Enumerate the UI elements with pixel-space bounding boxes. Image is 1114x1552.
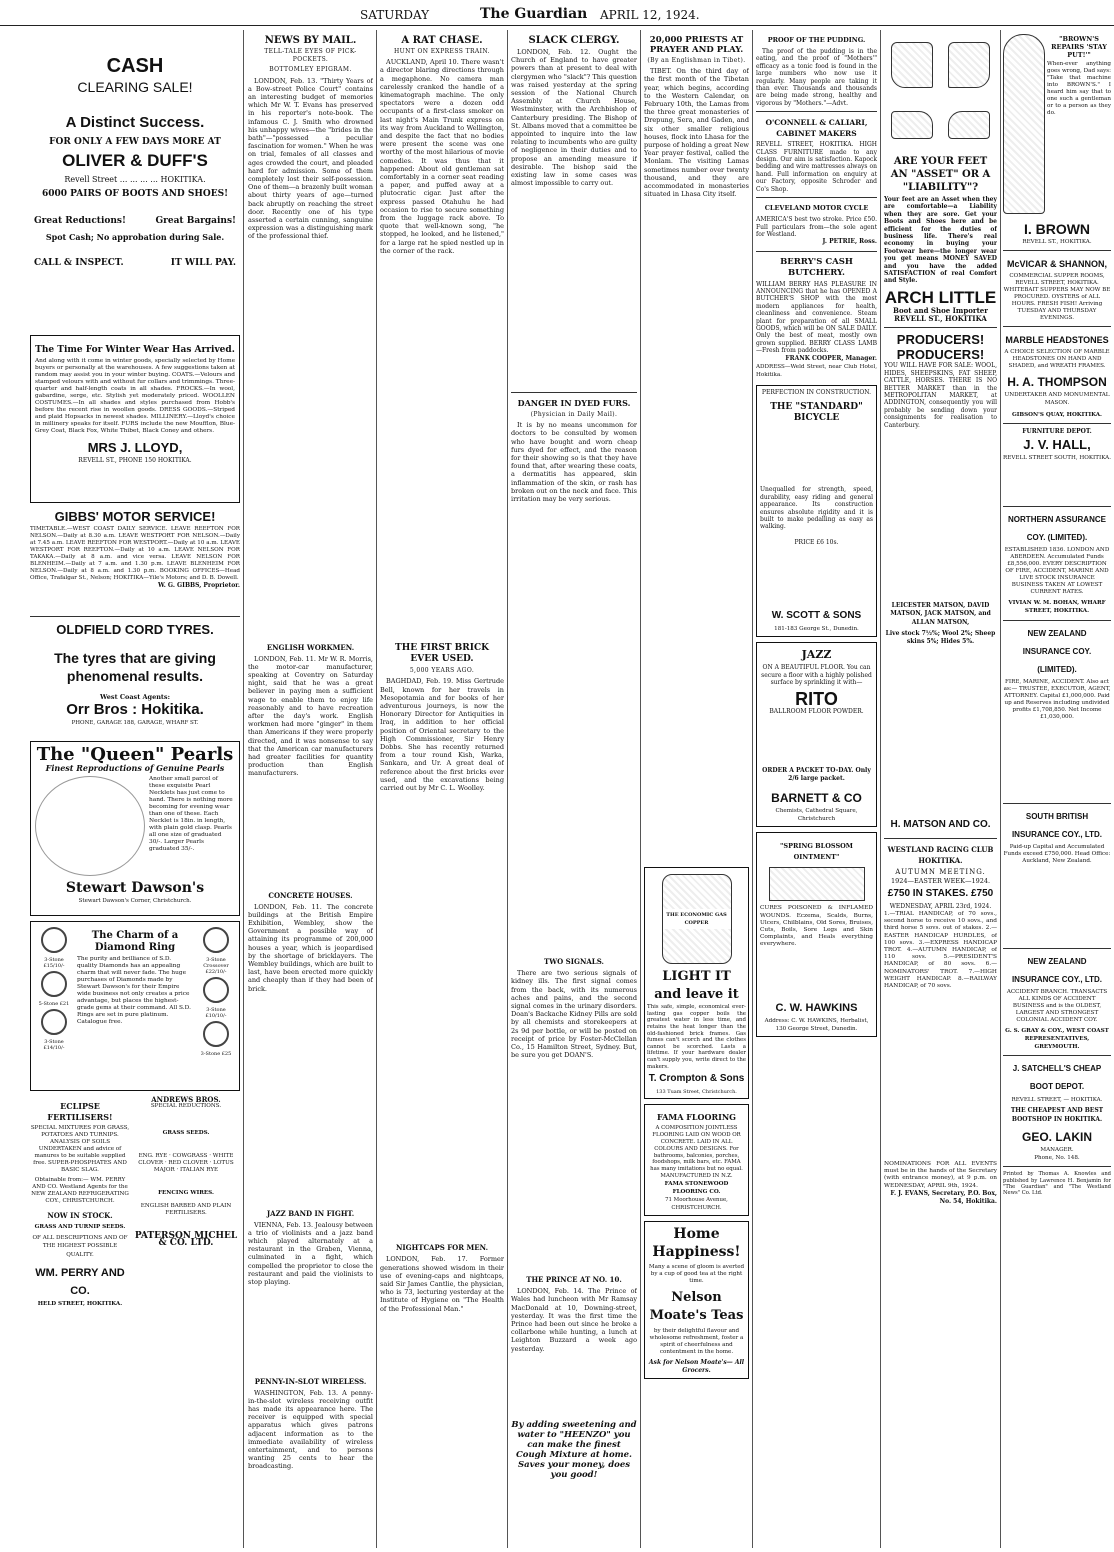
success: A Distinct Success. [65,114,205,131]
arch-address: REVELL ST., HOKITIKA [894,314,987,324]
lakin-phone: Phone, No. 148. [1034,1155,1080,1162]
grass-seeds: GRASS AND TURNIP SEEDS. [34,1224,126,1230]
signals-body: There are two serious signals of kidney ills. The first signal comes from the back, with its numerous aches and pains, and the second signal comes in the urinary disorders. Doan's Backache Kidney Pills are sold by all chemists and storekeepers at 2s 9d per bottle, or will be posted on receipt of price by Foster-McClellan Co., 15 Hamilton Street, Sydney. But, be sure you get DOAN'S. [511,969,637,1060]
standard-title: THE "STANDARD" BICYCLE [770,402,863,424]
spot-cash: Spot Cash; No approbation during Sale. [45,231,225,242]
barnett: BARNETT & CO [771,791,862,806]
races-body: 1.—TRIAL HANDICAP, of 70 sovs., second horse to receive 10 sovs., and third horse 5 sovs. out of stakes. 2.—EASTER HANDICAP HURDLES, of 100 sovs. 3.—EXPRESS HANDICAP TROT. 4.—AUTUMN HANDICAP, of 110 sovs. 5.—PRESIDENT'S HANDICAP, of 80 sovs. 6.—NOMINATORS' TROT. 7.—HIGH WEIGHT HANDICAP. 8.—RAILWAY HANDICAP, of 70 sovs. [884,910,997,989]
lloyd-address: REVELL ST., PHONE 150 HOKITIKA. [78,457,192,464]
column-news-mail [248,30,373,1550]
rito-title: RITO [795,689,838,710]
concrete-title: CONCRETE HOUSES. [268,890,353,900]
cleveland-sig: J. PETRIE, Ross. [822,238,877,246]
mcvicar-body: COMMERCIAL SUPPER ROOMS, REVELL STREET, HOKITIKA. WHITEBAIT SUPPERS MAY NOW BE PROCURED. OYSTERS of ALL HOURS. FRESH FISH! Arriving TUESDAY AND THURSDAY EVENINGS. [1003,273,1111,322]
column-priests-ads [644,30,749,1550]
jazz-ad-title: JAZZ [801,648,832,662]
ring-price-4: 3-Stone Crossover £22/10/- [203,957,229,975]
matson-list: LEICESTER MATSON, DAVID MATSON, JACK MATSON, and ALLAN MATSON, [890,602,991,626]
racing-title: WESTLAND RACING CLUB HOKITIKA. [887,845,994,866]
bohan: VIVIAN W. M. BOHAN, WHARF STREET, HOKITIKA. [1008,600,1106,615]
ring-price-5: 3-Stone £10/10/- [205,1007,227,1019]
standard-bicycle-ad [756,385,877,637]
workmen-title: ENGLISH WORKMEN. [266,642,355,652]
brick-sub: 5,000 YEARS AGO. [409,667,475,675]
hawkins-address: Address: C. W. HAWKINS, Herbalist, 130 George Street, Dunedin. [764,1017,869,1032]
rito-ad [756,642,877,827]
hall: J. V. HALL, [1023,437,1091,453]
queen-sub: Finest Reproductions of Genuine Pearls [45,763,225,773]
home-body: Many a scene of gloom is averted by a cup of good tea at the right time. [648,1263,745,1284]
berry-title: BERRY'S CASH BUTCHERY. [780,256,853,278]
eclipse-title: ECLIPSE FERTILISERS! [47,1101,113,1122]
heenzo-ad: By adding sweetening and water to "HEENZO" you can make the finest Cough Mixture at home. Saves your money, does you good! [511,1420,637,1481]
satchell-address: REVELL STREET, — HOKITIKA. [1011,1097,1103,1104]
berry-body: WILLIAM BERRY HAS PLEASURE IN ANNOUNCING that he has OPENED A BUTCHER'S SHOP with the most modern appliances for health, cleanliness and convenience. Steam plant for preparation of all SMALL GOODS, which will be ON SALE DAILY. Only the best of meat, mostly own grown supplied. BERRY CLASS LAMB—Fresh from paddocks. [756,280,877,355]
queen-title: The "Queen" Pearls [36,744,234,765]
lloyd-name: MRS J. LLOYD, [87,440,183,455]
rat-body: AUCKLAND, April 10. There wasn't a director blaring directions through a megaphone. No camera man carelessly cranked the handle of a kinematograph machine. The only spectators were a dozen odd occupants of a first-class smoker on last night's Main Trunk express on its way from Auckland to Wellington, and despite the fact that no bodies were present the scene was one worthy of the most hilarious of movie comedies. It was thus that it happened: About old gentleman sat comfortably in a corner seat reading a paper, and puffed away at a plutocratic cigar. Just after the express passed Otahuhu he had occasion to rise to secure something from the luggage rack above. To quote that well-known song, "he stopped, he looked, and he listened," for a large rat he spied nestled up in the corner of the rack. [380,58,504,255]
masthead-date: APRIL 12, 1924. [600,8,700,22]
all-descriptions: OF ALL DESCRIPTIONS AND OF THE HIGHEST POSSIBLE QUALITY. [32,1235,128,1258]
arch-title: ARE YOUR FEET AN "ASSET" OR A "LIABILITY"? [890,156,991,193]
gibbs-ad [30,508,240,612]
in-stock: NOW IN STOCK. [47,1211,113,1220]
queen-body: Another small parcel of these exquisite Pearl Necklets has just come to hand. There is nothing more becoming for evening wear than one of these. Each Necklet is 18in. in length, with plain gold clasp. Pearls all one size of graduated 30/-. Larger Pearls graduated 35/-. [149,776,233,853]
fama-ad [644,1104,749,1215]
figure-illustration [1003,34,1045,214]
fama-title: FAMA FLOORING [656,1112,737,1123]
agents: West Coast Agents: [100,693,170,701]
lakin-sub: MANAGER. [1040,1146,1074,1153]
ring-price-2: 5-Stone £21 [38,1001,70,1007]
cheapest: THE CHEAPEST AND BEST BOOTSHOP IN HOKITIKA. [1010,1107,1104,1123]
ointment-banner-image [769,867,865,901]
satchell: J. SATCHELL'S CHEAP BOOT DEPOT. [1012,1064,1102,1092]
sbi-body: Paid-up Capital and Accumulated Funds exceed £750,000. Head Office: Auckland, New Zealand. [1003,843,1111,864]
gray: G. S. GRAY & COY., WEST COAST REPRESENTATIVES, GREYMOUTH. [1005,1027,1109,1051]
diamond-title: The Charm of a Diamond Ring [91,930,179,953]
queen-pearls-ad [30,741,240,916]
nominations: NOMINATIONS FOR ALL EVENTS must be in the hands of the Secretary (with entrance money), at 9 p.m. on WEDNESDAY, APRIL 9th, 1924. [884,1160,997,1189]
gibson-quay: GIBSON'S QUAY, HOKITIKA. [1012,411,1102,418]
ointment-body: CURES POISONED & INFLAMED WOUNDS. Eczema, Scalds, Burns, Ulcers, Chilblains, Old Sores, Bruises, Cuts, Boils, Sore Legs and Skin Complaints, and Heals everything everywhere. [760,905,873,948]
andrews-ad: ANDREWS BROS. SPECIAL REDUCTIONS. GRASS SEEDS. ENG. RYE · COWGRASS · WHITE CLOVER · RED CLOVER · LOTUS MAJOR · ITALIAN RYE FENCING WIRES. ENGLISH BARBED AND PLAIN FERTILISERS. PATERSON MICHEL & CO. LTD. [134,1095,238,1248]
column-small-ads [756,30,877,1550]
rito-order: ORDER A PACKET TO-DAY. Only 2/6 large packet. [762,766,871,782]
fama-address: 71 Moorhouse Avenue, CHRISTCHURCH. [665,1197,728,1212]
ointment-title: "SPRING BLOSSOM OINTMENT" [780,842,853,862]
furniture: FURNITURE DEPOT. [1022,427,1092,435]
masthead [0,4,1114,26]
pairs: 6000 PAIRS OF BOOTS AND SHOES! [41,189,229,200]
rat-sub: HUNT ON EXPRESS TRAIN. [394,48,490,55]
diamond-body: The purity and brilliance of S.D. quality Diamonds has an appealing charm that will never fade. The huge purchases of Diamonds made by Stewart Dawson's for their Empire wide business not only creates a price advantage, but places the highest-grade gems at their command. All S.D. Rings are set in pure platinum. Catalogue free. [77,956,191,1025]
clergy-body: LONDON, Feb. 12. Ought the Church of England to have greater powers than at present to deal with clergymen who "slack"? This question was raised yesterday at the spring session of the National Church Assembly at Church House, Westminster, with the Archbishop of Canterbury presiding. The Bishop of St. Albans moved that a committee be appointed to inquire into the law relating to incumbents who are guilty of negligence in their duties and to propose an amending measure if desirable. The bishop said the existing law in some cases was almost impossible to carry out. [511,48,637,188]
thompson: H. A. THOMPSON [1007,375,1107,390]
oconnell-body: REVELL STREET, HOKITIKA. HIGH CLASS FURNITURE made to any design. Our aim is satisfaction. Kapock bedding and wire mattresses always on hand. Full information on enquiry at our Factory, opposite Schroder and Co's Shop. [756,141,877,193]
barnett-address: Chemists, Cathedral Square, Christchurch [775,808,858,823]
furs-sub: (Physician in Daily Mail). [530,411,618,418]
printer-imprint: Printed by Thomas A. Knowles and published by Lawrence H. Benjamin for "The Guardian" and "The Westland News" Co. Ltd. [1003,1171,1111,1197]
light-title: LIGHT IT and leave it [654,969,739,1003]
economic-label: THE ECONOMIC GAS COPPER [663,909,731,929]
nzic: NEW ZEALAND INSURANCE COY., LTD. [1011,956,1103,984]
nzic-body: ACCIDENT BRANCH. TRANSACTS ALL KINDS OF ACCIDENT BUSINESS and is the OLDEST, LARGEST AND STRONGEST COLONIAL ACCIDENT COY. [1006,988,1108,1023]
northern-body: ESTABLISHED 1836. LONDON AND ABERDEEN. Accumulated Funds £8,556,000. EVERY DESCRIPTION OF FIRE, ACCIDENT, MARINE AND LIVE STOCK INSURANCE BUSINESS TAKEN AT LOWEST CURRENT RATES. [1004,547,1110,596]
jazz-ad-body: ON A BEAUTIFUL FLOOR. You can secure a floor with a highly polished surface by sprinkling it with— [761,664,872,687]
masthead-day: SATURDAY [360,8,430,22]
call-inspect: CALL & INSPECT. [34,258,124,269]
jazz-body: VIENNA, Feb. 13. Jealousy between a trio of violinists and a jazz band which played alternately at a restaurant in the Graben, Vienna, culminated in a fight, which compelled the proprietor to close the restaurant and paid the violinists to stop playing. [248,1220,373,1287]
lakin: GEO. LAKIN [1021,1129,1092,1144]
scott-sons: W. SCOTT & SONS [771,610,862,622]
nelson-ask: Ask for Nelson Moate's— All Grocers. [648,1358,745,1374]
will-pay: IT WILL PAY. [170,258,236,269]
boots-illustration [884,30,997,150]
scott-address: 181-183 George St., Dunedin. [774,626,859,633]
ring-price-3: 3-Stone £14/10/- [43,1039,65,1051]
diamond-ring-ad [30,921,240,1091]
nelson-title: Nelson Moate's Teas [649,1289,744,1323]
epigram: BOTTOMLEY EPIGRAM. [269,66,352,74]
thompson-sub: UNDERTAKER AND MONUMENTAL MASON. [1004,392,1110,407]
brown-name: I. BROWN [1023,221,1091,237]
berry-address: ADDRESS—Weld Street, near Club Hotel, Hokitika. [756,363,877,378]
column-rat-chase [380,30,504,1550]
stakes: £750 IN STAKES. £750 [887,887,994,899]
reductions: Great Reductions! [34,215,126,226]
tell-tale: TELL-TALE EYES OF PICK-POCKETS. [264,48,357,64]
matson-title: H. MATSON AND CO. [890,819,991,831]
orr-bros: Orr Bros : Hokitika. [66,701,204,719]
orr-address: PHONE, GARAGE 188, GARAGE, WHARF ST. [71,720,199,727]
workmen-body: LONDON, Feb. 11. Mr W. R. Morris, the motor-car manufacturer, speaking at Coventry on Saturday night, said that he was a great believer in paying men a sufficient wage to enable them to enjoy life reasonably and to have recreation after the day's work. English workmen had more "ginger" in them than Americans if they were properly directed, and it was nonsense to say that the American car manufacturers had greater facilities for quantity production than English manufacturers. [248,654,373,778]
column-right-ads [1003,30,1111,1550]
race-date: WEDNESDAY, APRIL 23rd, 1924. [889,902,992,910]
mcvicar: McVICAR & SHANNON, [1006,259,1107,270]
news-body: LONDON, Feb. 13. "Thirty Years of a Bow-street Police Court" contains an interesting budget of memories which Mr W. T. Evans has preserved in his reporter's note-book. The infamous C. J. Smith who drowned his unhappy wives—the "brides in the bath"—"possessed a peculiar fascination for women." When he was on trial, females of all classes and ages crowded the court, and pleaded hard for admission. Some of them completely lost their self-possession. One of them—a brazenly built woman about thirty years of age—turned back abruptly on reaching the street door. Recently one of his type asserted a certain cunning, sanguine expression was a distinguishing mark of the professional thief. [248,76,373,241]
commission-rates: Live stock 7½%; Wool 2%; Sheep skins 5%; Hides 5%. [885,629,996,646]
browns-title: "BROWN'S REPAIRS 'STAY PUT!'" [1051,35,1107,59]
arch-sub: Boot and Shoe Importer [893,305,988,315]
news-title: NEWS BY MAIL. [264,35,357,46]
winter-body: And along with it come in winter goods, specially selected by Home buyers or personally at the warehouses. A few suggestions taken at random may assist you in your winter buying. COATS.—Velours and stamped velours with and without fur collars and trimmings. Three-quarter and half-length coats in all shades. FROCKS.—In wool, gabardine, serge, etc. Stylish yet moderately priced. WOOLLEN COSTUMES.—In all shades and styles purchased from Hobb's before the recent rise in woollen goods. DRESS GOODS.—Striped and plaid Hopsacks in newest shades. MILLINERY.—Lloyd's choice in millinery speaks for itself. FURS include the new Moufflon, Blue-Grey Coat, Black Fox, White Thibet, Black Coney and others. [35,358,235,434]
crompton-address: 133 Tuam Street, Christchurch. [656,1089,737,1096]
economic-ad [644,867,749,1099]
nzi: NEW ZEALAND INSURANCE COY. (LIMITED). [1022,628,1092,674]
light-body: This safe, simple, economical ever-lasting gas copper boils the greatest water in less time, and retains the heat longer than the old-fashioned brick frames. Gas fumes can't scorch and the clothes cannot be scorched. Lasts a lifetime. If your hardware dealer can't supply you, write direct to the makers. [647,1004,746,1070]
home-title: Home Happiness! [652,1225,741,1260]
tyres-tagline: The tyres that are giving phenomenal results. [54,650,216,684]
arch-body: Your feet are an Asset when they are comfortable—a Liability when they are sore. Get your Boots and Shoes here and be efficient for the duties of business life. There's real economy in buying your Footwear here—the longer wear you get means MONEY SAVED and you have the added SATISFACTION of real Comfort and Style. [884,196,997,285]
nzi-body: FIRE, MARINE, ACCIDENT. Also act as:— TRUSTEE, EXECUTOR, AGENT, ATTORNEY. Capital £1,000,000. Paid up and Reserves including undivided profits £1,708,850. Net Income £1,030,000. [1003,678,1111,720]
marble-body: A CHOICE SELECTION OF MARBLE HEADSTONES ON HAND AND SHADED, and WREATH FRAMES. [1004,349,1110,370]
gas-copper-image [662,874,732,964]
berry-sig: FRANK COOPER, Manager. [785,354,877,362]
furs-title: DANGER IN DYED FURS. [517,398,631,408]
jazz-title: JAZZ BAND IN FIGHT. [266,1208,355,1218]
concrete-body: LONDON, Feb. 11. The concrete buildings at the British Empire Exhibition, Wembley, show the Government a possible way of attaining its programme of 200,000 houses a year, which is jeopardised by the shortage of bricklayers. The Wembley buildings, which are built to last, have been erected more quickly and cheaply than if they had been of brick. [248,902,373,993]
nightcaps-body: LONDON, Feb. 17. Former generations showed wisdom in their use of evening-caps and nightcaps, said Sir James Cantlie, the physician, who is 73, lecturing yesterday at the Institute of Hygiene on "The Health of the Professional Man." [380,1255,504,1313]
brown-address: REVELL ST., HOKITIKA. [1022,239,1092,245]
easter-week: 1924—EASTER WEEK—1924. [890,876,991,885]
sbi: SOUTH BRITISH INSURANCE COY., LTD. [1011,811,1103,839]
proof-body: The proof of the pudding is in the eating, and the proof of "Mothers'" efficacy as a tonic food is found in the large numbers who now use it regularly. Many people are taking it than ever. Thousands and thousands are being made strong, healthy and vigorous by "Mothers."—Advt. [756,48,877,107]
cash-title: CASH [106,55,164,77]
perry-name: WM. PERRY AND CO. [35,1266,125,1297]
gibbs-title: GIBBS' MOTOR SERVICE! [54,509,216,524]
rat-title: A RAT CHASE. [401,35,483,46]
fama-body: A COMPOSITION JOINTLESS FLOORING LAID ON WOOD OR CONCRETE. LAID IN ALL COLOURS AND DESIGNS. For bathrooms, balconies, porches, foodshops, milk bars, etc. FAMA has many imitations but no equal. MANUFACTURED IN N.Z. [650,1125,743,1179]
cleveland-body: AMERICA'S best two stroke. Price £50. Full particulars from—the sole agent for Westland. [756,216,877,238]
winter-title: The Time For Winter Wear Has Arrived. [35,345,235,355]
northern: NORTHERN ASSURANCE COY. (LIMITED). [1008,515,1106,543]
bargains: Great Bargains! [155,215,236,226]
brick-title: THE FIRST BRICK EVER USED. [395,643,489,665]
priests-sub: (By an Englishman in Tibet). [647,57,746,64]
clergy-title: SLACK CLERGY. [528,35,620,46]
ring-price-6: 3-Stone £25 [200,1051,232,1057]
secretary: F. J. EVANS, Secretary, P.O. Box, No. 54, Hokitika. [890,1189,997,1205]
oconnell-title: O'CONNELL & CALIARI, CABINET MAKERS [765,118,868,139]
standard-price: PRICE £6 10s. [794,538,839,546]
autumn-meeting: AUTUMN MEETING. [895,868,986,877]
clearing-sale: CLEARING SALE! [77,79,193,95]
column-ads-left [30,30,240,1550]
nelson-moate-ad [644,1221,749,1379]
firm-address: Revell Street ... ... ... ... HOKITIKA. [64,175,206,185]
oliver-duff-ad [30,30,240,330]
column-slack-clergy [511,30,637,1550]
stewart-address: Stewart Dawson's Corner, Christchurch. [78,898,192,905]
hawkins: C. W. HAWKINS [775,1001,858,1014]
prince-title: THE PRINCE AT NO. 10. [526,1275,622,1285]
pearl-necklace-image [35,776,145,876]
producers: PRODUCERS! PRODUCERS! [896,332,985,363]
gibbs-sig: W. G. GIBBS, Proprietor. [157,582,240,589]
column-arch-matson [884,30,997,1550]
proof-title: PROOF OF THE PUDDING. [767,36,866,44]
perry-address: HELD STREET, HOKITIKA. [37,1300,123,1307]
radio-title: PENNY-IN-SLOT WIRELESS. [254,1376,367,1386]
oldfield-ad [30,621,240,741]
nightcaps-title: NIGHTCAPS FOR MEN. [395,1243,489,1253]
arch-little: ARCH LITTLE [884,287,997,307]
standard-body: Unequalled for strength, speed, durability, easy riding and general appearance. Its construction ensures absolute rigidity and it is built to make pedalling as easy as walking. [760,486,873,531]
ring-price-1: 3-Stone £15/10/- [43,957,65,969]
rito-sub: BALLROOM FLOOR POWDER. [769,708,864,716]
furs-body: It is by no means uncommon for doctors to be consulted by women who have bought and worn cheap furs dyed for effect, and the reason for their showing so is that they have found that, after wearing these coats, a dermatitis has appeared, skin inflammation of the skin, or rash has broken out on the neck and face. This irritation may be very serious. [511,421,637,504]
fama-coy: FAMA STONEWOOD FLOORING CO. [664,1180,729,1195]
priests-title: 20,000 PRIESTS AT PRAYER AND PLAY. [649,35,744,55]
spring-blossom-ad [756,832,877,1037]
hall-address: REVELL STREET SOUTH, HOKITIKA. [1003,455,1111,462]
eclipse-body: SPECIAL MIXTURES FOR GRASS, POTATOES AND TURNIPS. ANALYSIS OF SOILS UNDERTAKEN and advice of manures to be suitable supplied free. SUPER-PHOSPHATES AND BASIC SLAG. [30,1125,130,1173]
brick-body: BAGHDAD, Feb. 19. Miss Gertrude Bell, known for her travels in Mesopotamia and for books of her adventurous journeys, is now the Honorary Director for Antiquities in Iraq, in addition to her official position of Oriental secretary to the High Commissioner, Sir Henry Dobbs. She has recently returned from a tour round Kish, Warka, Sankara, and Ur. A great deal of reference about the first bricks ever used, and the excavations being carried out by Mr C. L. Woolley. [380,677,504,793]
few-days: FOR ONLY A FEW DAYS MORE AT [49,137,221,147]
crompton: T. Crompton & Sons [648,1073,745,1085]
signals-title: TWO SIGNALS. [544,957,604,967]
prince-body: LONDON, Feb. 14. The Prince of Wales had luncheon with Mr Ramsay MacDonald at 10, Downing-street, yesterday. It was the first time the Prince had been out since he broke a collarbone while hunting, a lunch at Leighton Buzzard a week ago yesterday. [511,1287,637,1353]
eclipse-ad [30,1096,130,1396]
nelson-body: by their delightful flavour and wholesome refreshment, foster a spirit of cheerfulness and contentment in the home. [649,1327,744,1355]
lloyd-ad [30,335,240,503]
priests-body: TIBET. On the third day of the first month of the Tibetan year, which begins, according to the Western Calendar, on February 10th, the Lamas from the three great monasteries of Drepung, Sera, and Gaden, and six other smaller religious houses, flock into Lhasa for the purpose of holding a great New Year prayer festival, called the Monlam. The visiting Lamas sometimes number over twenty thousand, and they are accommodated in monasteries situated in Lhasa City itself. [644,67,749,199]
stewart-dawson: Stewart Dawson's [65,880,205,897]
gibbs-body: TIMETABLE.—WEST COAST DAILY SERVICE. LEAVE REEFTON FOR NELSON.—Daily at 8.30 a.m. LEAVE WESTPORT FOR NELSON.—Daily at 7.45 a.m. LEAVE REEFTON FOR WESTPORT.—Daily at 10 a.m. LEAVE WESTPORT FOR REEFTON.—Daily at 10 a.m. LEAVE NELSON FOR TAKAKA.—Daily at 8 a.m. and vice versa. LEAVE NELSON FOR BLENHEIM.—Daily at 7 a.m. and 1.30 p.m. LEAVE BLENHEIM FOR NELSON.—Daily at 8 a.m. and 1.30 p.m. BOOKING OFFICES—Head Office, Trafalgar St., Nelson; HOKITIKA—Yile's Motors; and D. B. Dowell. [30,526,240,581]
eclipse-from: Obtainable from:— WM. PERRY AND CO. Westland Agents for the NEW ZEALAND REFRIGERATING COY., CHRISTCHURCH. [31,1177,129,1204]
masthead-paper: The Guardian [480,6,588,22]
radio-body: WASHINGTON, Feb. 13. A penny-in-the-slot wireless receiving outfit has made its appearance here. The receiver is equipped with special apparatus which gives patrons adjacent information as to the immediate availability of wireless entertainment, and to persons wanting 25 cents to hear the broadcasting. [248,1388,373,1471]
cleveland-title: CLEVELAND MOTOR CYCLE [764,204,869,213]
oldfield-title: OLDFIELD CORD TYRES. [56,622,214,637]
marble: MARBLE HEADSTONES [1005,335,1109,346]
browns-body: When-ever anything goes wrong, Dad says: "Take that machine into BROWN'S." I heard him say that to one such a gentleman or to a person as they do. [1047,61,1111,116]
standard-pre: PERFECTION IN CONSTRUCTION. [761,389,872,397]
firm-name: OLIVER & DUFF'S [62,151,208,171]
producers-body: YOU WILL HAVE FOR SALE: WOOL, HIDES, SHEEPSKINS, FAT SHEEP, CATTLE, HORSES. THERE IS NO BETTER MARKET than in the METROPOLITAN MARKET, at ADDINGTON, consequently you will probably be sending down your consignments for realisation to Canterbury. [884,362,997,429]
